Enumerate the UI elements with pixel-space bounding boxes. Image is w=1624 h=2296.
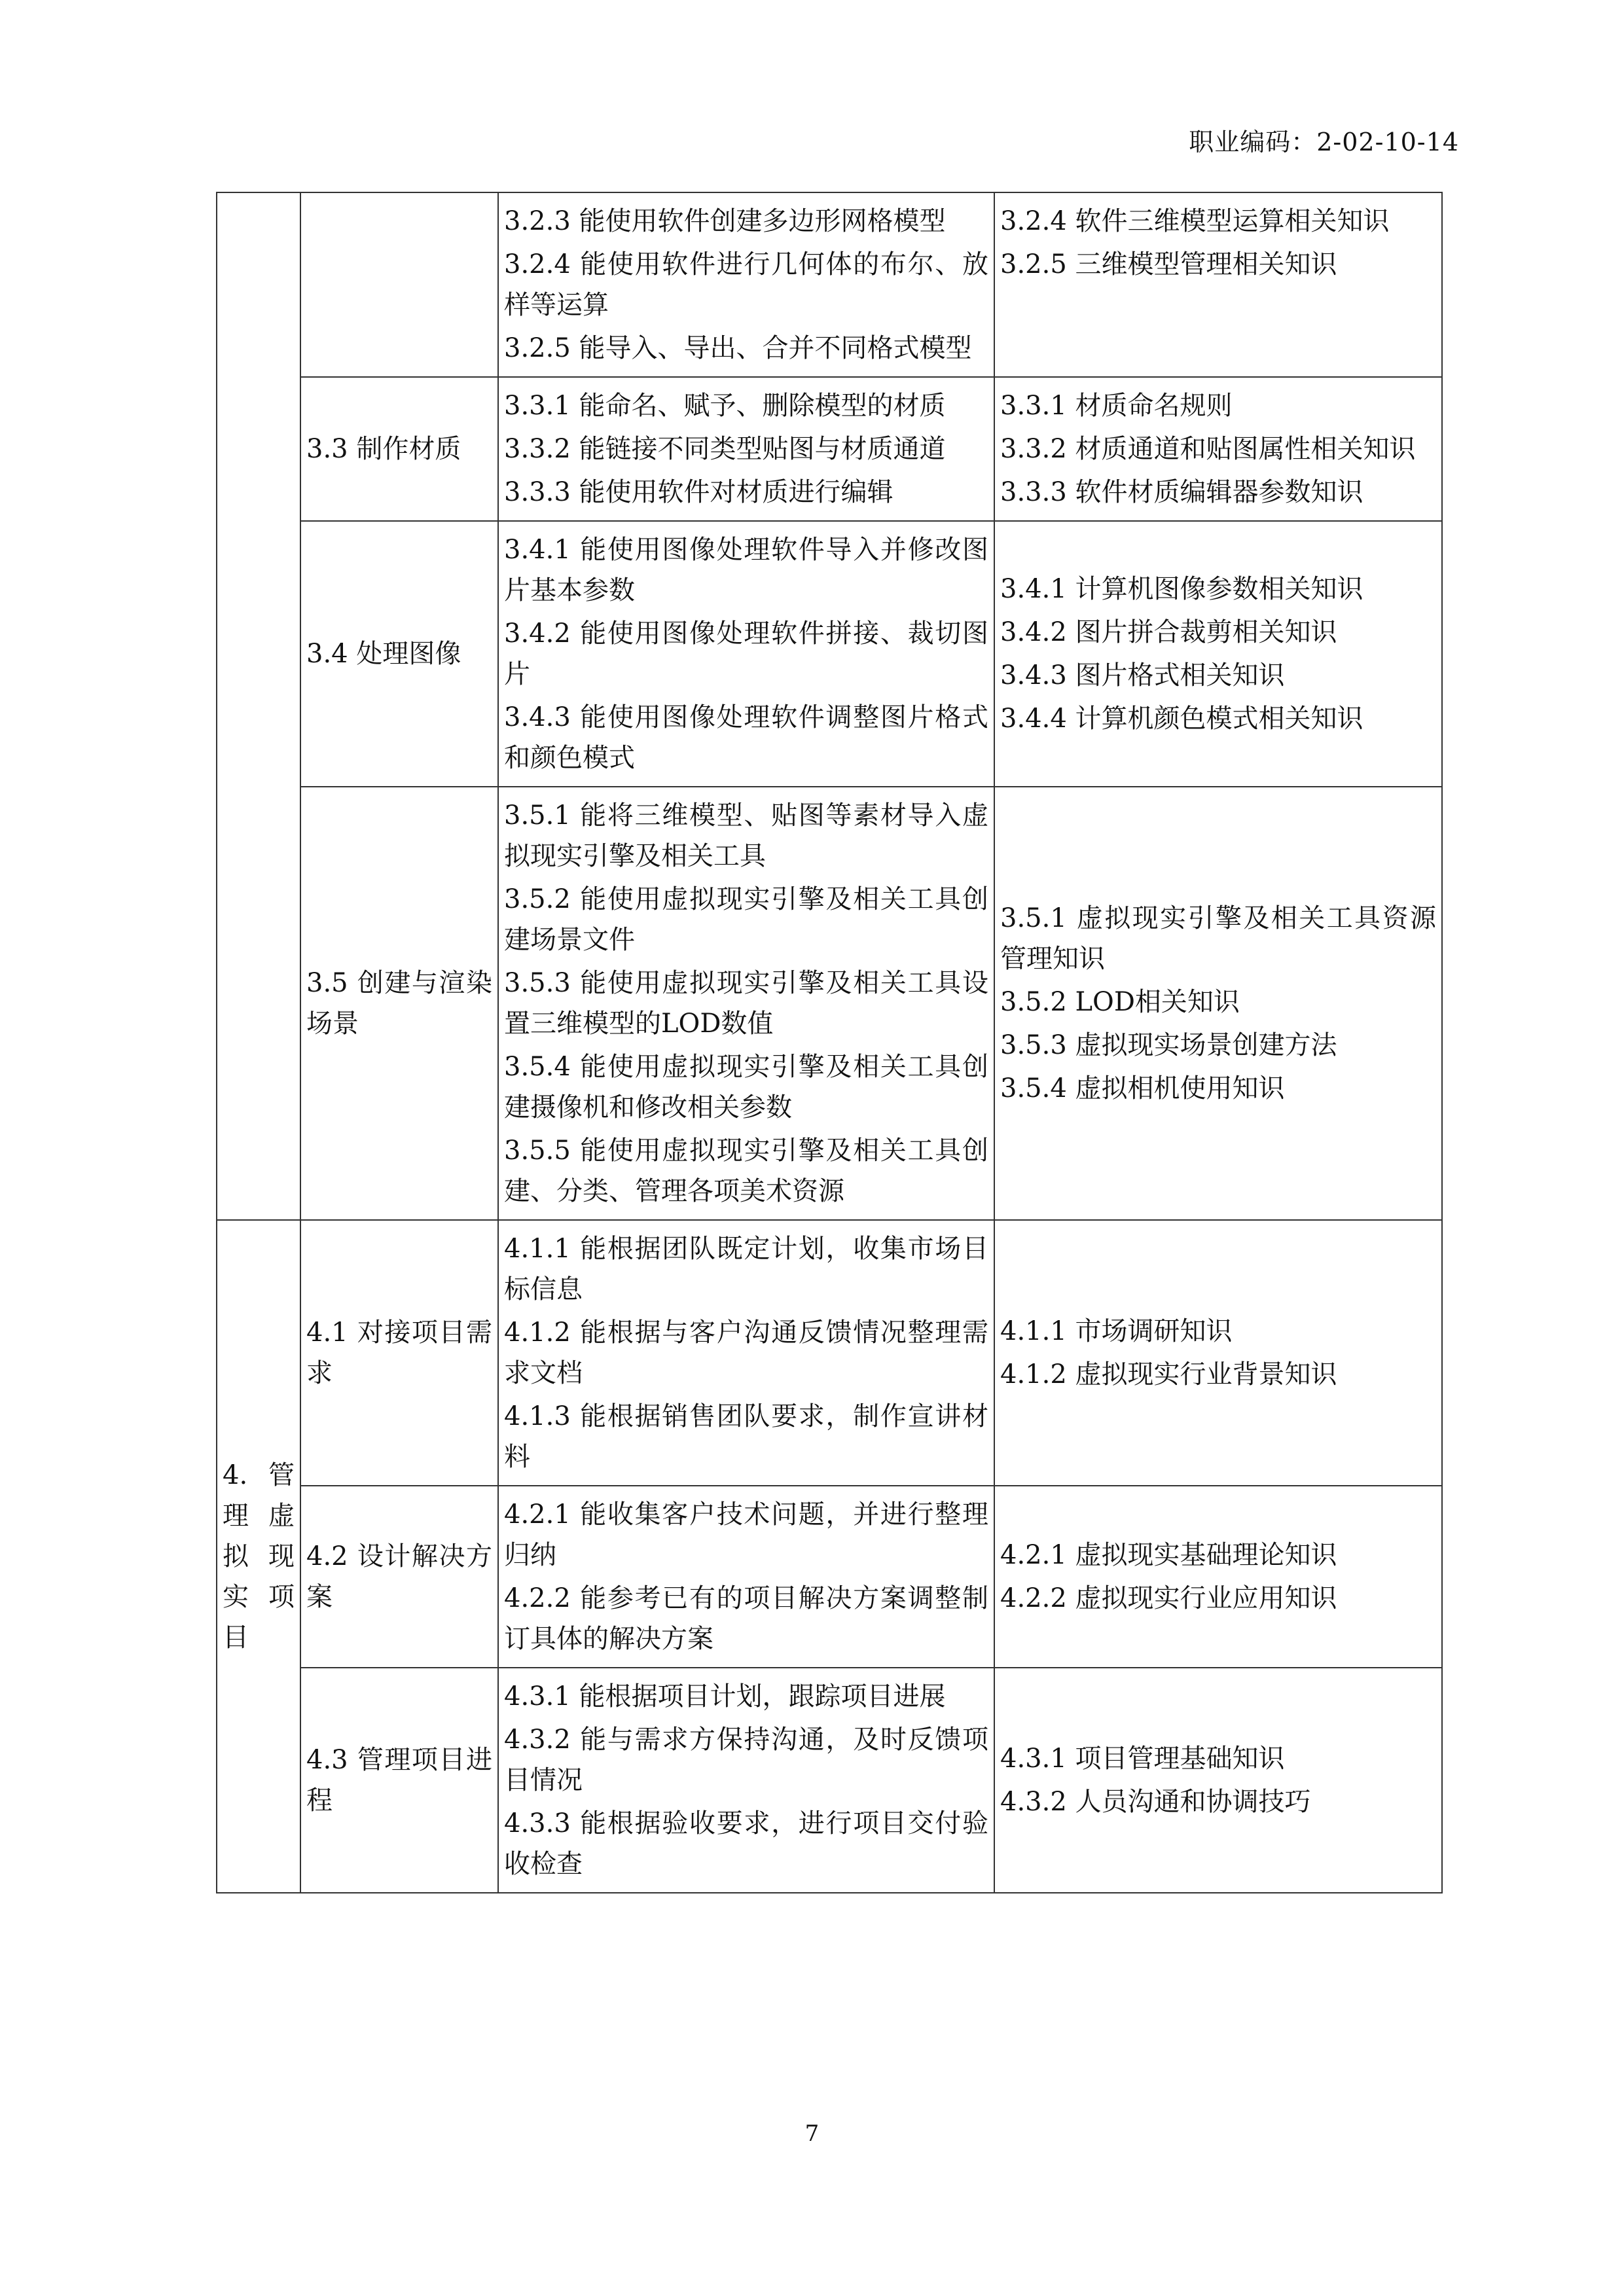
knowledge-item: 4.1.2 虚拟现实行业背景知识 [1000, 1359, 1337, 1390]
occupation-code: 职业编码：2-02-10-14 [1189, 128, 1459, 156]
page-number: 7 [804, 2121, 820, 2147]
unit-cell [300, 192, 498, 377]
skill-item: 4.1.2 能根据与客户沟通反馈情况整理需求文档 [504, 1318, 988, 1388]
table-row [217, 521, 1442, 787]
skill-item: 3.5.1 能将三维模型、贴图等素材导入虚拟现实引擎及相关工具 [504, 800, 988, 871]
knowledge-item: 3.2.5 三维模型管理相关知识 [1000, 249, 1337, 279]
knowledge-cell [994, 521, 1442, 787]
unit-cell [300, 1486, 498, 1668]
skill-item: 3.5.5 能使用虚拟现实引擎及相关工具创建、分类、管理各项美术资源 [504, 1136, 988, 1206]
table-row [217, 1668, 1442, 1893]
skill-item: 3.5.3 能使用虚拟现实引擎及相关工具设置三维模型的LOD数值 [504, 968, 988, 1039]
skill-cell [498, 192, 994, 377]
unit-cell [300, 1220, 498, 1486]
knowledge-item: 4.3.1 项目管理基础知识 [1000, 1744, 1285, 1774]
knowledge-item: 3.4.4 计算机颜色模式相关知识 [1000, 704, 1363, 734]
skill-item: 3.3.2 能链接不同类型贴图与材质通道 [504, 434, 946, 464]
skill-item: 3.3.1 能命名、赋予、删除模型的材质 [504, 391, 946, 421]
skill-item: 3.4.1 能使用图像处理软件导入并修改图片基本参数 [504, 535, 988, 605]
knowledge-cell [994, 1486, 1442, 1668]
knowledge-item: 3.3.1 材质命名规则 [1000, 391, 1233, 421]
skill-item: 4.1.3 能根据销售团队要求，制作宣讲材料 [504, 1401, 988, 1472]
table-row [217, 1220, 1442, 1486]
skill-item: 3.2.5 能导入、导出、合并不同格式模型 [504, 333, 972, 363]
function-cell-3 [217, 192, 300, 1220]
knowledge-item: 4.2.2 虚拟现实行业应用知识 [1000, 1583, 1337, 1613]
knowledge-item: 3.5.4 虚拟相机使用知识 [1000, 1073, 1285, 1103]
skill-item: 3.5.2 能使用虚拟现实引擎及相关工具创建场景文件 [504, 884, 988, 955]
skill-item: 4.3.3 能根据验收要求，进行项目交付验收检查 [504, 1808, 988, 1879]
knowledge-item: 3.3.2 材质通道和贴图属性相关知识 [1000, 434, 1416, 464]
knowledge-item: 4.2.1 虚拟现实基础理论知识 [1000, 1540, 1337, 1570]
skill-item: 3.4.2 能使用图像处理软件拼接、裁切图片 [504, 619, 988, 689]
unit-label: 3.4 处理图像 [306, 639, 461, 669]
knowledge-cell [994, 787, 1442, 1220]
skill-item: 4.2.1 能收集客户技术问题，并进行整理归纳 [504, 1499, 988, 1570]
unit-label: 4.1 对接项目需求 [306, 1318, 492, 1388]
knowledge-item: 3.4.1 计算机图像参数相关知识 [1000, 574, 1363, 604]
unit-label: 4.2 设计解决方案 [306, 1541, 492, 1612]
unit-cell [300, 1668, 498, 1893]
table-row [217, 192, 1442, 377]
skill-requirements-table [216, 192, 1443, 1893]
knowledge-cell [994, 1220, 1442, 1486]
skill-item: 4.2.2 能参考已有的项目解决方案调整制订具体的解决方案 [504, 1583, 988, 1654]
knowledge-cell [994, 192, 1442, 377]
skill-item: 3.2.4 能使用软件进行几何体的布尔、放样等运算 [504, 249, 988, 320]
skill-cell [498, 1486, 994, 1668]
unit-label: 3.5 创建与渲染场景 [306, 968, 492, 1039]
function-label: 4. 管理虚拟现实项目 [223, 1460, 295, 1653]
unit-label: 3.3 制作材质 [306, 434, 461, 464]
knowledge-item: 4.1.1 市场调研知识 [1000, 1316, 1233, 1346]
skill-cell [498, 1220, 994, 1486]
unit-cell [300, 377, 498, 521]
knowledge-item: 3.3.3 软件材质编辑器参数知识 [1000, 477, 1363, 507]
skill-item: 3.5.4 能使用虚拟现实引擎及相关工具创建摄像机和修改相关参数 [504, 1052, 988, 1122]
skill-cell [498, 377, 994, 521]
skill-cell [498, 1668, 994, 1893]
skill-item: 4.3.2 能与需求方保持沟通，及时反馈项目情况 [504, 1725, 988, 1795]
knowledge-cell [994, 1668, 1442, 1893]
unit-cell [300, 787, 498, 1220]
table-row [217, 787, 1442, 1220]
skill-item: 3.4.3 能使用图像处理软件调整图片格式和颜色模式 [504, 702, 988, 773]
knowledge-item: 3.5.2 LOD相关知识 [1000, 987, 1240, 1017]
knowledge-item: 3.5.3 虚拟现实场景创建方法 [1000, 1030, 1337, 1060]
unit-cell [300, 521, 498, 787]
knowledge-item: 4.3.2 人员沟通和协调技巧 [1000, 1787, 1311, 1817]
knowledge-item: 3.2.4 软件三维模型运算相关知识 [1000, 206, 1390, 236]
knowledge-item: 3.5.1 虚拟现实引擎及相关工具资源管理知识 [1000, 903, 1436, 974]
table-row [217, 377, 1442, 521]
skill-item: 3.3.3 能使用软件对材质进行编辑 [504, 477, 893, 507]
skill-cell [498, 521, 994, 787]
knowledge-item: 3.4.3 图片格式相关知识 [1000, 660, 1285, 691]
skill-cell [498, 787, 994, 1220]
skill-item: 4.3.1 能根据项目计划，跟踪项目进展 [504, 1681, 946, 1712]
skill-item: 4.1.1 能根据团队既定计划，收集市场目标信息 [504, 1234, 988, 1304]
function-cell-4 [217, 1220, 300, 1893]
knowledge-cell [994, 377, 1442, 521]
table-row [217, 1486, 1442, 1668]
unit-label: 4.3 管理项目进程 [306, 1745, 492, 1816]
skill-item: 3.2.3 能使用软件创建多边形网格模型 [504, 206, 946, 236]
knowledge-item: 3.4.2 图片拼合裁剪相关知识 [1000, 617, 1337, 647]
